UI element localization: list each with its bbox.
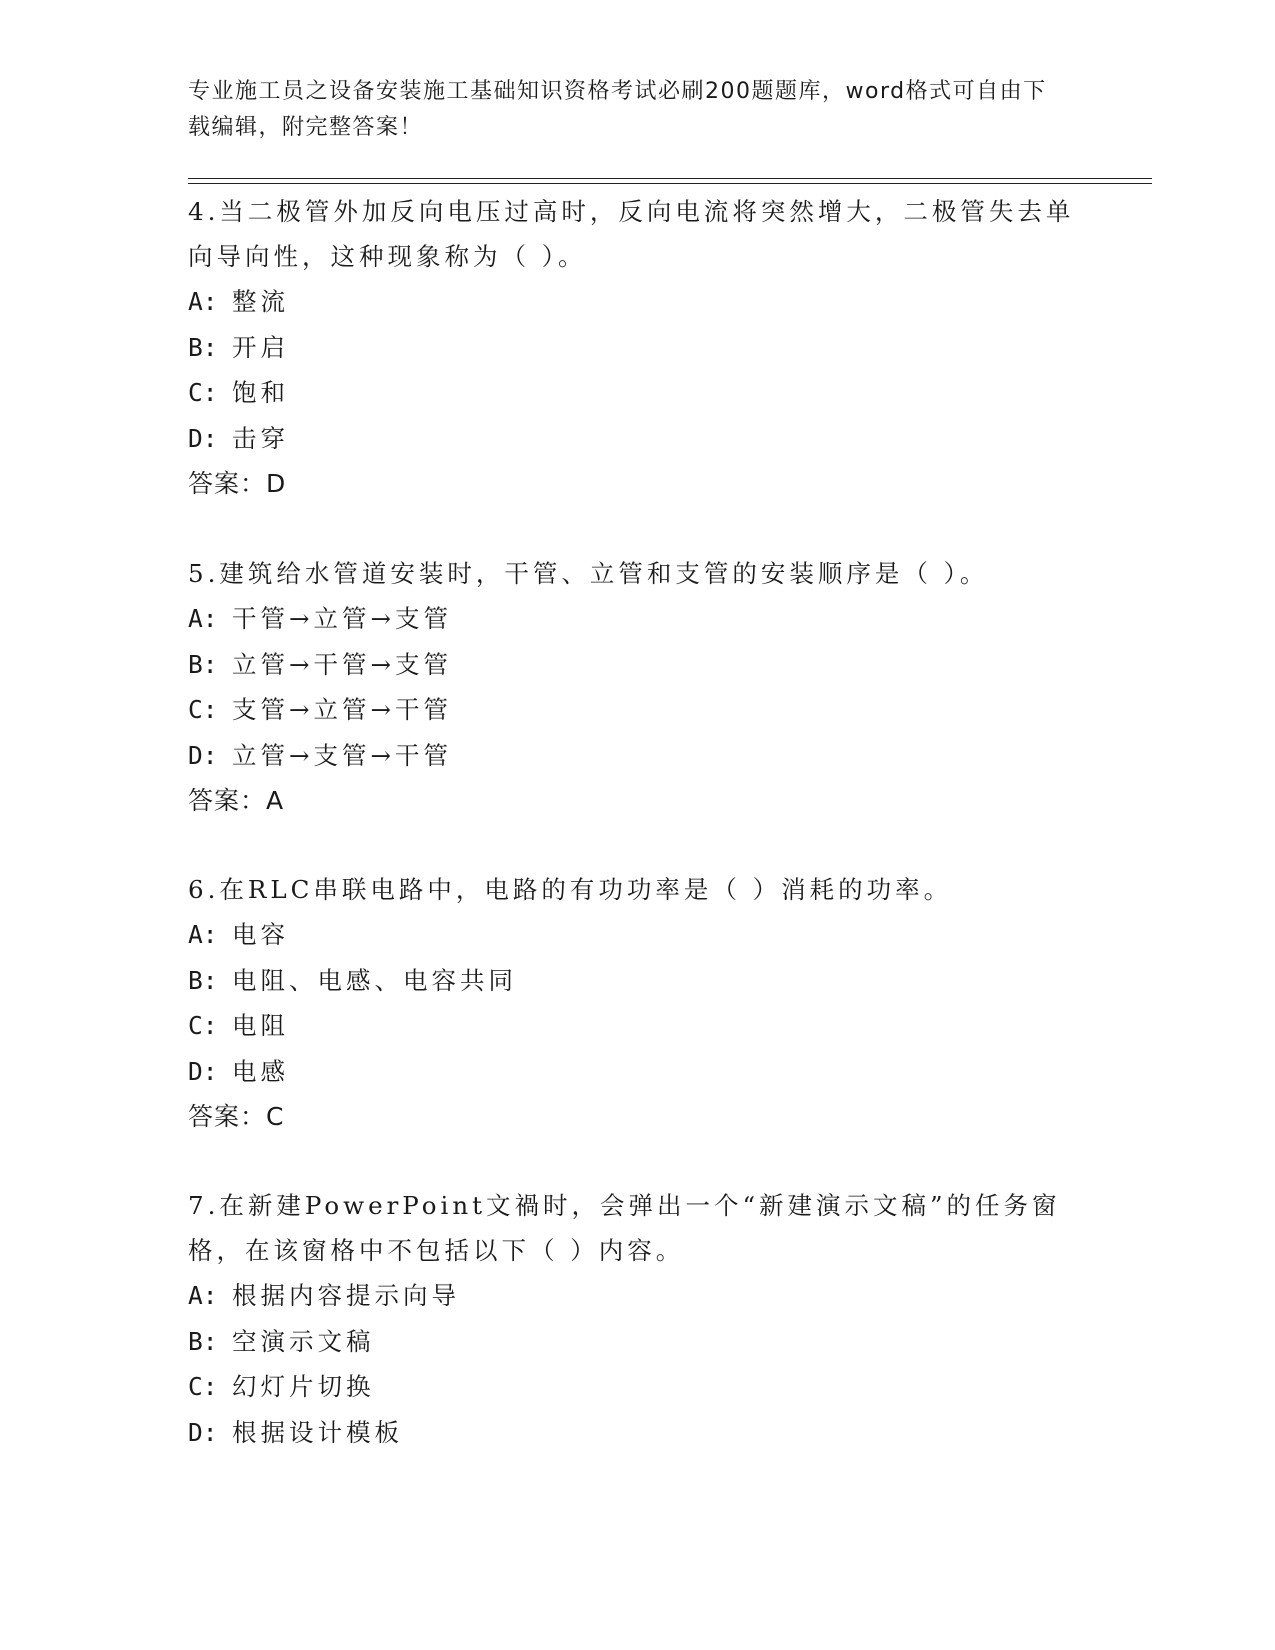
option-d	[188, 733, 1088, 779]
option-d	[188, 1410, 1088, 1456]
option-key: D:	[188, 740, 218, 770]
option-key: B:	[188, 332, 218, 362]
document-header: 专业施工员之设备安装施工基础知识资格考试必刷200题题库，word格式可自由下载编辑，附完整答案！	[188, 79, 1047, 140]
question-stem: 4.当二极管外加反向电压过高时，反向电流将突然增大，二极管失去单向导向性，这种现象称为（ ）。	[188, 197, 1075, 271]
question-6	[188, 867, 1088, 1140]
option-key: C:	[188, 1011, 218, 1040]
answer: 答案：D	[188, 469, 287, 498]
option-text: 空演示文稿	[232, 1326, 375, 1356]
question-stem: 7.在新建PowerPoint文禍时，会弹出一个“新建演示文稿”的任务窗格，在该窗格中不包括以下（ ）内容。	[188, 1191, 1061, 1265]
option-key: C:	[188, 1372, 218, 1401]
option-text: 饱和	[232, 378, 289, 407]
option-text: 电阻、电感、电容共同	[232, 965, 517, 995]
option-key: B:	[188, 965, 218, 995]
option-text: 电容	[232, 920, 289, 949]
option-key: B:	[188, 1326, 218, 1356]
option-text: 根据设计模板	[232, 1417, 403, 1447]
option-d	[188, 1049, 1088, 1095]
option-c	[188, 1003, 1088, 1049]
option-key: B:	[188, 649, 218, 679]
question-stem: 6.在RLC串联电路中，电路的有功功率是（ ）消耗的功率。	[188, 875, 953, 904]
option-a	[188, 596, 1088, 642]
answer: 答案：C	[188, 1102, 285, 1131]
header-divider-bottom	[188, 183, 1152, 184]
option-key: C:	[188, 695, 218, 724]
option-a	[188, 279, 1088, 325]
option-text: 开启	[232, 332, 289, 362]
option-text: 立管→支管→干管	[232, 740, 453, 770]
option-text: 击穿	[232, 423, 289, 453]
header-divider-top	[188, 178, 1152, 179]
option-c	[188, 687, 1088, 733]
option-b	[188, 958, 1088, 1004]
option-c	[188, 370, 1088, 416]
question-4	[188, 189, 1088, 507]
option-key: A:	[188, 920, 218, 949]
option-key: A:	[188, 1281, 218, 1310]
option-c	[188, 1364, 1088, 1410]
option-text: 根据内容提示向导	[232, 1281, 460, 1310]
option-a	[188, 1273, 1088, 1319]
option-text: 整流	[232, 287, 289, 316]
question-7	[188, 1183, 1088, 1455]
option-text: 电感	[232, 1056, 289, 1086]
option-text: 支管→立管→干管	[232, 695, 453, 724]
option-key: D:	[188, 1056, 218, 1086]
option-text: 电阻	[232, 1011, 289, 1040]
option-key: D:	[188, 1417, 218, 1447]
option-d	[188, 416, 1088, 462]
option-key: A:	[188, 604, 218, 633]
option-key: D:	[188, 423, 218, 453]
question-stem: 5.建筑给水管道安装时，干管、立管和支管的安装顺序是（ ）。	[188, 559, 989, 588]
option-text: 幻灯片切换	[232, 1372, 375, 1401]
question-5	[188, 551, 1088, 824]
option-b	[188, 325, 1088, 371]
option-key: A:	[188, 287, 218, 316]
option-a	[188, 912, 1088, 958]
option-b	[188, 1319, 1088, 1365]
option-key: C:	[188, 378, 218, 407]
option-text: 立管→干管→支管	[232, 649, 453, 679]
option-text: 干管→立管→支管	[232, 604, 453, 633]
answer: 答案：A	[188, 786, 285, 815]
option-b	[188, 642, 1088, 688]
